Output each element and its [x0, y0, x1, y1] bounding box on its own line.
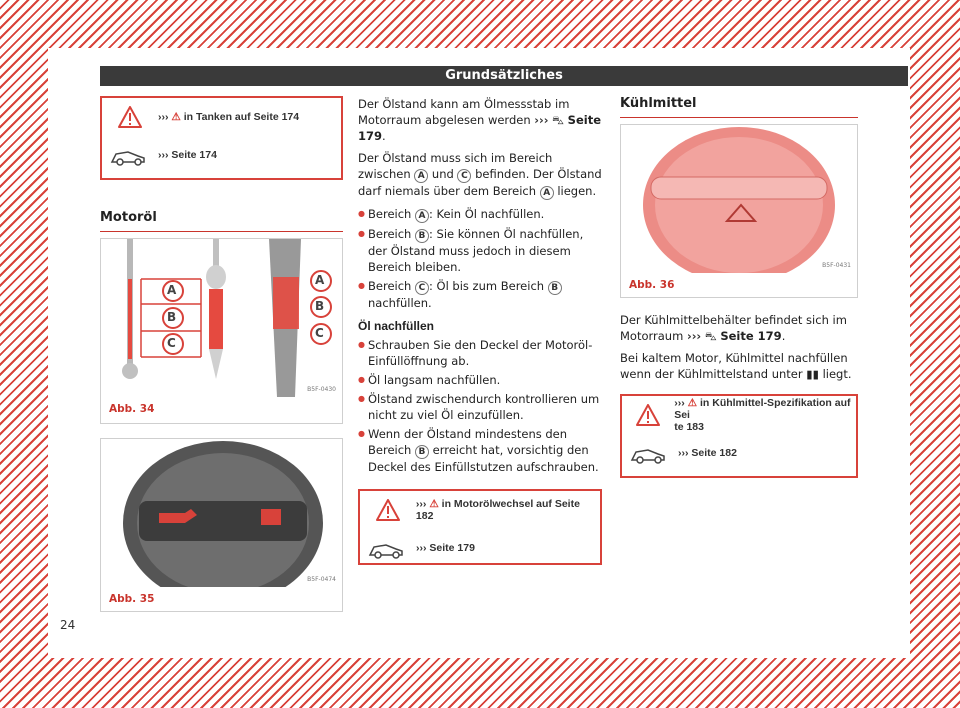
note-row — [102, 136, 341, 174]
badge-b: B — [415, 229, 429, 243]
small-warning-icon: ⚠ — [429, 498, 439, 510]
note-ref-text: Seite 179 — [429, 542, 475, 554]
badge-b: B — [415, 445, 429, 459]
section-title-kuehlmittel: Kühlmittel — [620, 96, 858, 118]
chevron-icon: ››› — [534, 113, 549, 127]
paragraph — [358, 150, 602, 200]
text: Bereich — [368, 227, 412, 241]
list-item: ● Ölstand zwischendurch kontrollieren um nicht zu viel Öl einzufüllen. — [358, 391, 602, 423]
text: Bereich — [368, 279, 412, 293]
min-mark-icon: ▮▮ — [806, 367, 819, 381]
dipstick-illustration — [101, 239, 342, 397]
column-middle — [358, 96, 602, 565]
list-item — [358, 426, 602, 475]
note-ref[interactable] — [416, 542, 475, 554]
list-item: ● Öl langsam nachfüllen. — [358, 372, 602, 388]
label-b-right: B — [315, 299, 325, 313]
warning-box — [100, 96, 343, 180]
small-warning-icon: ⚠ — [171, 111, 181, 123]
text: : Öl bis zum Bereich — [428, 279, 545, 293]
warning-triangle-icon — [102, 106, 158, 128]
figure-caption: Abb. 34 — [109, 403, 155, 415]
warning-ref-text: in Tanken auf Seite 174 — [183, 111, 300, 123]
header-bar — [100, 66, 908, 86]
header-title: Grundsätzliches — [445, 68, 563, 83]
list-item — [358, 206, 602, 223]
text: Bereich — [368, 207, 412, 221]
section-title-motoroel: Motoröl — [100, 210, 343, 232]
chevron-icon: ››› — [416, 542, 427, 554]
figure-code: B5F-0474 — [307, 576, 336, 583]
note-ref[interactable] — [678, 447, 737, 459]
badge-a: A — [540, 186, 554, 200]
chevron-icon: ››› — [686, 329, 702, 343]
chevron-icon: ››› — [158, 111, 169, 123]
note-ref-text: Seite 182 — [691, 447, 737, 459]
warning-box — [620, 394, 858, 478]
column-right — [620, 96, 858, 478]
column-left — [100, 96, 343, 612]
chevron-icon: ››› — [674, 397, 685, 409]
warning-ref-text: in Motorölwechsel auf Seite 182 — [415, 498, 580, 522]
warning-box — [358, 489, 602, 565]
paragraph: Der Kühlmittelbehälter befindet sich im Motorraum ››› ⛍ Seite 179. — [620, 313, 847, 343]
warning-triangle-icon — [622, 404, 674, 426]
text: erreicht hat, vorsichtig den Deckel des Einfüllstutzen aufschrauben. — [368, 443, 599, 474]
list-item — [358, 278, 602, 311]
car-note-icon — [102, 144, 158, 166]
label-c-right: C — [315, 326, 324, 340]
small-warning-icon: ⚠ — [687, 397, 698, 409]
car-icon: ⛍ — [704, 329, 717, 343]
text: Der Ölstand kann am Ölmessstab im Motorraum abgelesen werden — [358, 97, 570, 127]
paragraph — [620, 350, 858, 382]
warning-row — [102, 98, 341, 136]
oil-cap-illustration — [101, 439, 342, 587]
chevron-icon: ››› — [415, 498, 427, 510]
figure-36 — [620, 124, 858, 298]
figure-code: B5F-0430 — [307, 386, 336, 393]
figure-34 — [100, 238, 343, 424]
chevron-icon: ››› — [678, 447, 689, 459]
chevron-icon: ››› — [158, 149, 169, 161]
text: : Sie können Öl nachfüllen, der Ölstand muss jedoch in diesem Bereich bleiben. — [368, 227, 584, 274]
warning-row — [360, 491, 600, 529]
warning-ref[interactable] — [416, 498, 600, 522]
label-a-right: A — [315, 273, 325, 287]
text: nachfüllen. — [368, 296, 432, 310]
figure-caption: Abb. 36 — [629, 279, 675, 291]
badge-c: C — [457, 169, 471, 183]
badge-a: A — [415, 209, 429, 223]
coolant-cap-illustration — [621, 125, 857, 273]
warning-triangle-icon — [360, 499, 416, 521]
note-ref-text: Seite 174 — [171, 149, 217, 161]
warning-ref[interactable] — [158, 111, 299, 123]
text: Der Kühlmittelbehälter befindet sich im Motorraum — [620, 313, 847, 343]
page — [48, 48, 910, 658]
text: und — [431, 167, 454, 181]
car-note-icon — [360, 537, 416, 559]
subheading: Öl nachfüllen — [358, 319, 435, 333]
text: Der Ölstand muss sich im Bereich zwischen — [358, 151, 553, 181]
label-c-left: C — [167, 336, 176, 350]
figure-caption: Abb. 35 — [109, 593, 155, 605]
car-icon: ⛍ — [552, 113, 565, 127]
warning-ref-text: in Kühlmittel-Spezifikation auf Sei — [674, 397, 851, 421]
paragraph: Der Ölstand kann am Ölmessstab im Motorraum abgelesen werden ››› ⛍ Seite 179. — [358, 97, 601, 143]
label-b-left: B — [167, 310, 177, 324]
text: Bei kaltem Motor, Kühlmittel nachfüllen wenn der Kühlmittelstand unter — [620, 351, 848, 381]
figure-code: B5F-0431 — [822, 262, 851, 269]
text: Wenn der Ölstand mindestens den Bereich — [368, 427, 568, 457]
page-ref[interactable]: Seite 179 — [720, 329, 782, 343]
warning-ref[interactable] — [674, 397, 856, 433]
page-ref[interactable]: Seite 179 — [358, 113, 601, 143]
note-row — [360, 529, 600, 567]
list-item — [358, 226, 602, 275]
text: liegen. — [557, 184, 597, 198]
note-row — [622, 434, 856, 472]
figure-35 — [100, 438, 343, 612]
text: liegt. — [822, 367, 852, 381]
badge-a: A — [414, 169, 428, 183]
warning-row — [622, 396, 856, 434]
warning-ref-text: te 183 — [674, 421, 704, 433]
text: befinden. Der Ölstand darf niemals über dem Bereich — [358, 167, 602, 198]
text: : Kein Öl nachfüllen. — [428, 207, 545, 221]
badge-b: B — [548, 281, 562, 295]
label-a-left: A — [167, 283, 177, 297]
page-number: 24 — [60, 618, 76, 632]
list-item: ● Schrauben Sie den Deckel der Motoröl-Einfüllöffnung ab. — [358, 337, 602, 369]
car-note-icon — [622, 442, 678, 464]
note-ref[interactable] — [158, 149, 217, 161]
badge-c: C — [415, 281, 429, 295]
